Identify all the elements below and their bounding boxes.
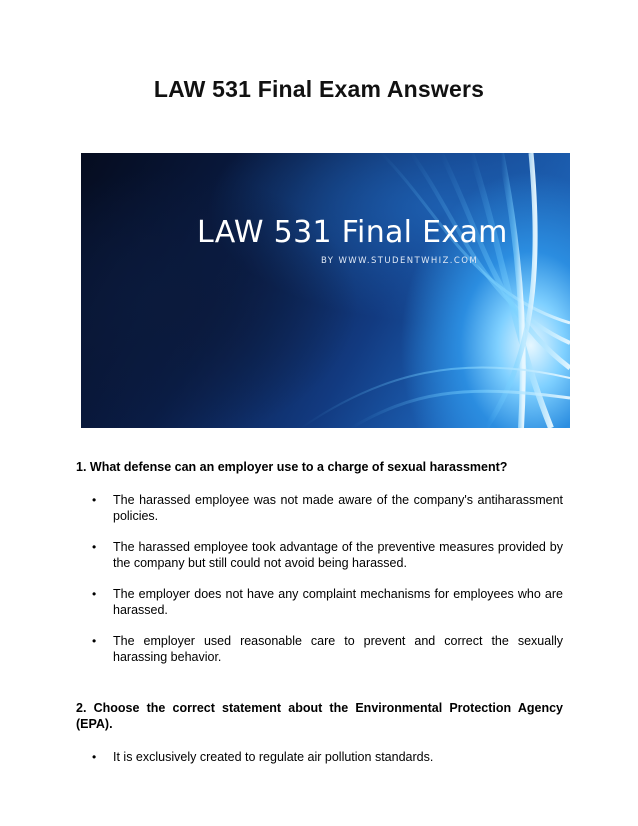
option-text: It is exclusively created to regulate air pollution standards. xyxy=(113,749,434,764)
page-title: LAW 531 Final Exam Answers xyxy=(153,76,485,102)
bullet-icon: • xyxy=(92,492,97,507)
banner-title: LAW 531 Final Exam xyxy=(197,215,508,250)
bullet-icon: • xyxy=(92,539,97,554)
question-1: 1. What defense can an employer use to a charge of sexual harassment? xyxy=(76,460,508,474)
option-text: The harassed employee was not made aware of the company's antiharassment policies. xyxy=(113,492,563,523)
option-text: The harassed employee took advantage of the preventive measures provided by the company but still could not avoid being harassed. xyxy=(113,539,563,570)
list-item xyxy=(76,586,563,619)
bullet-icon: • xyxy=(92,586,97,601)
exam-content xyxy=(76,459,563,779)
bullet-icon: • xyxy=(92,633,97,648)
list-item xyxy=(76,633,563,666)
question-2: 2. Choose the correct statement about the Environmental Protection Agency (EPA). xyxy=(76,700,563,731)
list-item xyxy=(76,749,563,766)
banner-subtitle: BY WWW.STUDENTWHIZ.COM xyxy=(321,256,479,266)
option-text: The employer used reasonable care to prevent and correct the sexually harassing behavior. xyxy=(113,633,563,664)
list-item xyxy=(76,539,563,572)
question-2-options xyxy=(76,749,563,766)
banner-light-swirl xyxy=(81,153,570,428)
banner-image xyxy=(81,153,570,428)
option-text: The employer does not have any complaint mechanisms for employees who are harassed. xyxy=(113,586,563,617)
list-item xyxy=(76,492,563,525)
bullet-icon: • xyxy=(92,749,97,764)
question-1-options xyxy=(76,492,563,666)
